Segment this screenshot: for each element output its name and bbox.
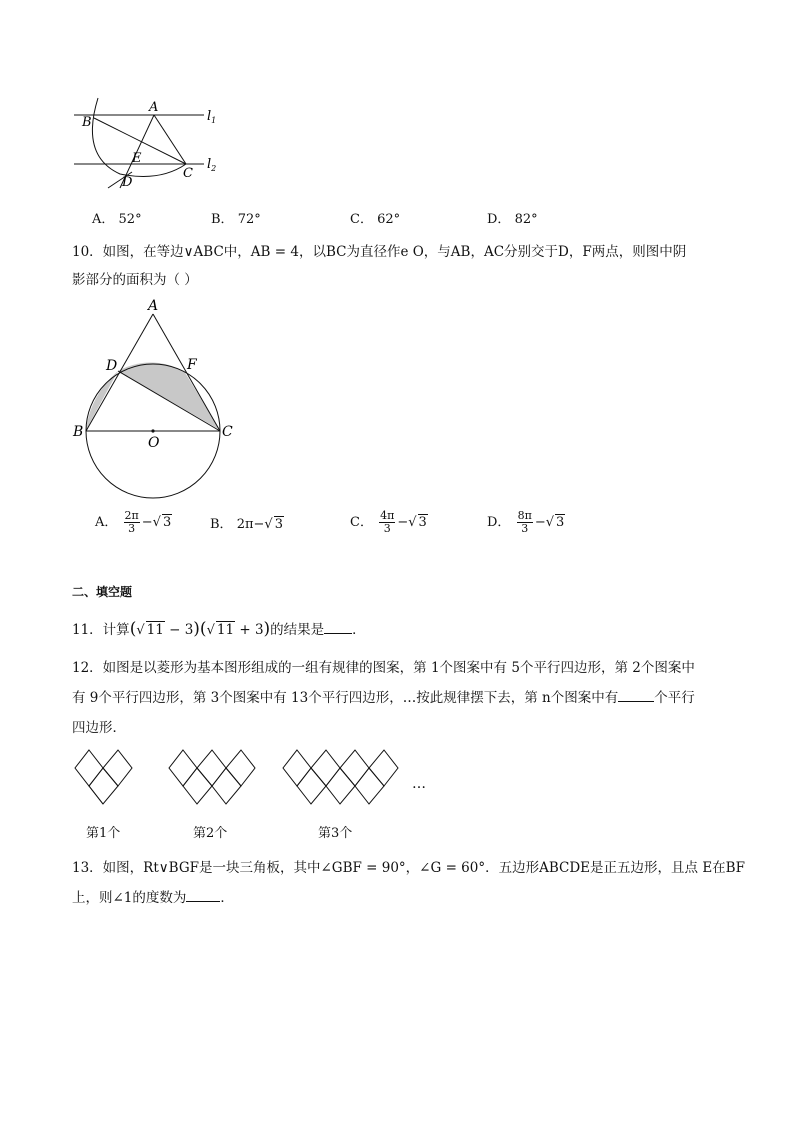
- label-b: B: [73, 424, 84, 440]
- section-title: 二、填空题: [72, 585, 133, 599]
- q9-figure: [70, 96, 230, 196]
- rhombus-pattern-2: [168, 748, 258, 816]
- q12-line-1: 12．如图是以菱形为基本图形组成的一组有规律的图案，第 1个图案中有 5个平行四边形，第 2个图案中: [72, 660, 695, 676]
- q13-line-2: 上，则∠1的度数为 ．: [72, 890, 234, 906]
- label-f: F: [187, 357, 197, 373]
- q10-option-d[interactable]: D． $\frac{8\pi}{3}$ −√ 3: [487, 509, 565, 535]
- segment-ac: [154, 115, 186, 164]
- shaded-region-left: [86, 371, 118, 430]
- q10-option-b[interactable]: B． 2π−√ 3: [210, 517, 283, 532]
- q10-figure: [70, 296, 250, 502]
- label-c: C: [222, 424, 233, 440]
- q9-option-d[interactable]: D． 82°: [487, 212, 538, 227]
- answer-blank[interactable]: [618, 689, 654, 702]
- rhombus-pattern-3: [282, 748, 400, 816]
- pattern-label-2: 第2个: [193, 826, 228, 841]
- pattern-label-1: 第1个: [86, 826, 121, 841]
- pattern-ellipsis: …: [412, 776, 426, 792]
- label-a: A: [149, 100, 159, 115]
- label-e: E: [132, 151, 142, 166]
- label-a: A: [148, 298, 159, 314]
- shaded-region: [118, 363, 220, 431]
- q13-line-1: 13．如图，Rt∨BGF是一块三角板，其中∠GBF = 90°，∠G = 60°．五边形ABCDE是正五边形，且点 E在BF: [72, 860, 745, 876]
- label-l2: $l_2$: [207, 157, 217, 173]
- rhombus-pattern-1: [74, 748, 134, 816]
- label-b: B: [82, 115, 92, 130]
- q12-line-2: 有 9个平行四边形，第 3个图案中有 13个平行四边形，…按此规律摆下去，第 n个图案中有 个平行: [72, 690, 695, 706]
- label-d: D: [122, 175, 133, 190]
- label-d: D: [106, 358, 118, 374]
- q9-option-b[interactable]: B． 72°: [211, 212, 261, 227]
- label-o: O: [148, 435, 160, 451]
- q10-option-c[interactable]: C． $\frac{4\pi}{3}$ −√ 3: [350, 509, 427, 535]
- q11-line: 11．计算(√ 11 − 3)(√ 11 + 3)的结果是 ．: [72, 619, 366, 639]
- q10-option-a[interactable]: A． $\frac{2\pi}{3}$ −√ 3: [95, 509, 172, 535]
- q9-option-c[interactable]: C． 62°: [350, 212, 401, 227]
- q10-line-2: 影部分的面积为（ ）: [72, 272, 198, 288]
- answer-blank[interactable]: [186, 889, 220, 902]
- label-l1: $l_1$: [207, 109, 217, 125]
- q12-line-3: 四边形．: [72, 720, 126, 736]
- label-c: C: [183, 166, 193, 181]
- answer-blank[interactable]: [324, 621, 352, 634]
- q9-option-a[interactable]: A． 52°: [92, 212, 142, 227]
- pattern-label-3: 第3个: [318, 826, 353, 841]
- q10-line-1: 10．如图，在等边∨ABC中，AB = 4，以BC为直径作e O，与AB，AC分别交于D，F两点，则图中阴: [72, 244, 687, 260]
